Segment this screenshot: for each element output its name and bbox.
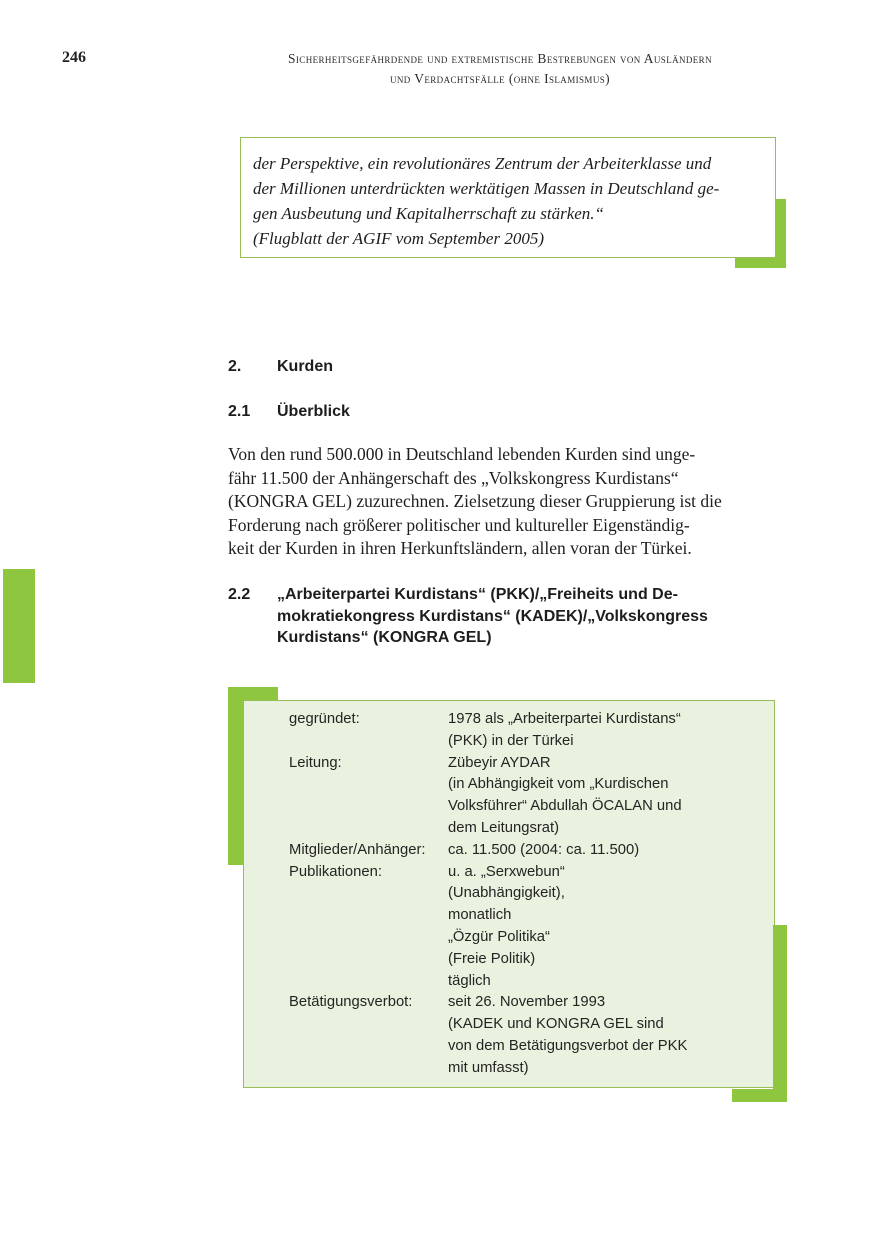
info-row <box>289 992 764 1079</box>
text-line: Von den rund 500.000 in Deutschland lebenden Kurden sind unge- <box>228 444 696 464</box>
text-line: Forderung nach größerer politischer und kultureller Eigenständig- <box>228 514 690 535</box>
info-row-value <box>448 862 565 993</box>
section-heading-2-2 <box>228 584 708 649</box>
info-row-value-line: seit 26. November 1993 <box>448 994 606 1011</box>
info-row-value-line: 1978 als „Arbeiterpartei Kurdistans“ <box>448 711 681 727</box>
overview-paragraph <box>228 443 788 561</box>
info-row-value <box>448 753 682 840</box>
info-row-value-line: (Freie Politik) <box>448 950 536 967</box>
text-line: Kurden <box>277 358 333 375</box>
text-line: (KONGRA GEL) zuzurechnen. Zielsetzung dieser Gruppierung ist die <box>228 491 722 511</box>
section-title <box>277 356 333 378</box>
info-row <box>289 840 764 862</box>
info-row-value-line: täglich <box>448 972 491 989</box>
text-line: und Verdachtsfälle (ohne Islamismus) <box>389 71 611 86</box>
infobox-accent-bar-bottom-vertical <box>773 925 787 1102</box>
info-row <box>289 862 764 993</box>
section-title <box>277 584 708 649</box>
running-head <box>180 49 820 89</box>
section-heading-2-1 <box>228 401 350 423</box>
info-row-value-line: (in Abhängigkeit vom „Kurdischen <box>448 776 669 793</box>
text-line: fähr 11.500 der Anhängerschaft des „Volkskongress Kurdistans“ <box>228 467 679 488</box>
text-line: keit der Kurden in ihren Herkunftsländern, allen voran der Türkei. <box>228 538 692 558</box>
info-row-value-line: (PKK) in der Türkei <box>448 732 574 749</box>
info-row-label: Leitung: <box>289 754 342 771</box>
info-row-label: Betätigungsverbot: <box>289 994 413 1011</box>
info-row-value-line: monatlich <box>448 907 512 924</box>
section-number: 2.1 <box>228 403 251 420</box>
info-row <box>289 709 764 753</box>
quote-box <box>240 137 776 258</box>
info-row-value-line: Zübeyir AYDAR <box>448 754 551 771</box>
info-row-value-line: von dem Betätigungsverbot der PKK <box>448 1037 688 1054</box>
text-line: der Perspektive, ein revolutionäres Zentrum der Arbeiterklasse und <box>253 154 712 173</box>
text-line: „Arbeiterpartei Kurdistans“ (PKK)/„Freiheits und De- <box>277 586 678 603</box>
info-row-value <box>448 992 687 1079</box>
info-row-value-line: Volksführer“ Abdullah ÖCALAN und <box>448 798 682 815</box>
info-row <box>289 753 764 840</box>
info-row-value-line: ca. 11.500 (2004: ca. 11.500) <box>448 841 640 858</box>
section-title <box>277 401 350 423</box>
margin-accent-bar <box>3 569 35 683</box>
infobox-accent-bar-top-vertical <box>228 687 243 865</box>
text-line: der Millionen unterdrückten werktätigen Massen in Deutschland ge- <box>253 179 720 198</box>
info-row-label: Mitglieder/Anhänger: <box>289 841 426 858</box>
quote-box-accent-bar-horizontal <box>735 258 786 268</box>
text-line: Kurdistans“ (KONGRA GEL) <box>277 629 492 646</box>
info-row-value-line: mit umfasst) <box>448 1059 529 1076</box>
page-number: 246 <box>62 49 86 66</box>
section-number: 2.2 <box>228 586 251 603</box>
info-row-value-line: „Özgür Politika“ <box>448 928 550 945</box>
organisation-info-box <box>243 700 775 1088</box>
info-row-label: Publikationen: <box>289 863 382 880</box>
info-row-value-line: u. a. „Serxwebun“ <box>448 863 565 880</box>
text-line: (Flugblatt der AGIF vom September 2005) <box>253 229 544 248</box>
infobox-accent-bar-bottom-horizontal <box>732 1089 787 1102</box>
info-row-value <box>448 840 639 862</box>
text-line: Überblick <box>277 403 350 420</box>
info-row-value <box>448 709 681 753</box>
info-row-value-line: (Unabhängigkeit), <box>448 885 565 902</box>
info-row-value-line: dem Leitungsrat) <box>448 819 560 836</box>
section-number: 2. <box>228 358 242 375</box>
info-row-value-line: (KADEK und KONGRA GEL sind <box>448 1016 664 1033</box>
text-line: Sicherheitsgefährdende und extremistische Bestrebungen von Ausländern <box>288 51 712 66</box>
section-heading-2 <box>228 356 333 378</box>
info-row-label: gegründet: <box>289 711 360 727</box>
text-line: mokratiekongress Kurdistans“ (KADEK)/„Volkskongress <box>277 607 708 625</box>
text-line: gen Ausbeutung und Kapitalherrschaft zu stärken.“ <box>253 204 605 223</box>
